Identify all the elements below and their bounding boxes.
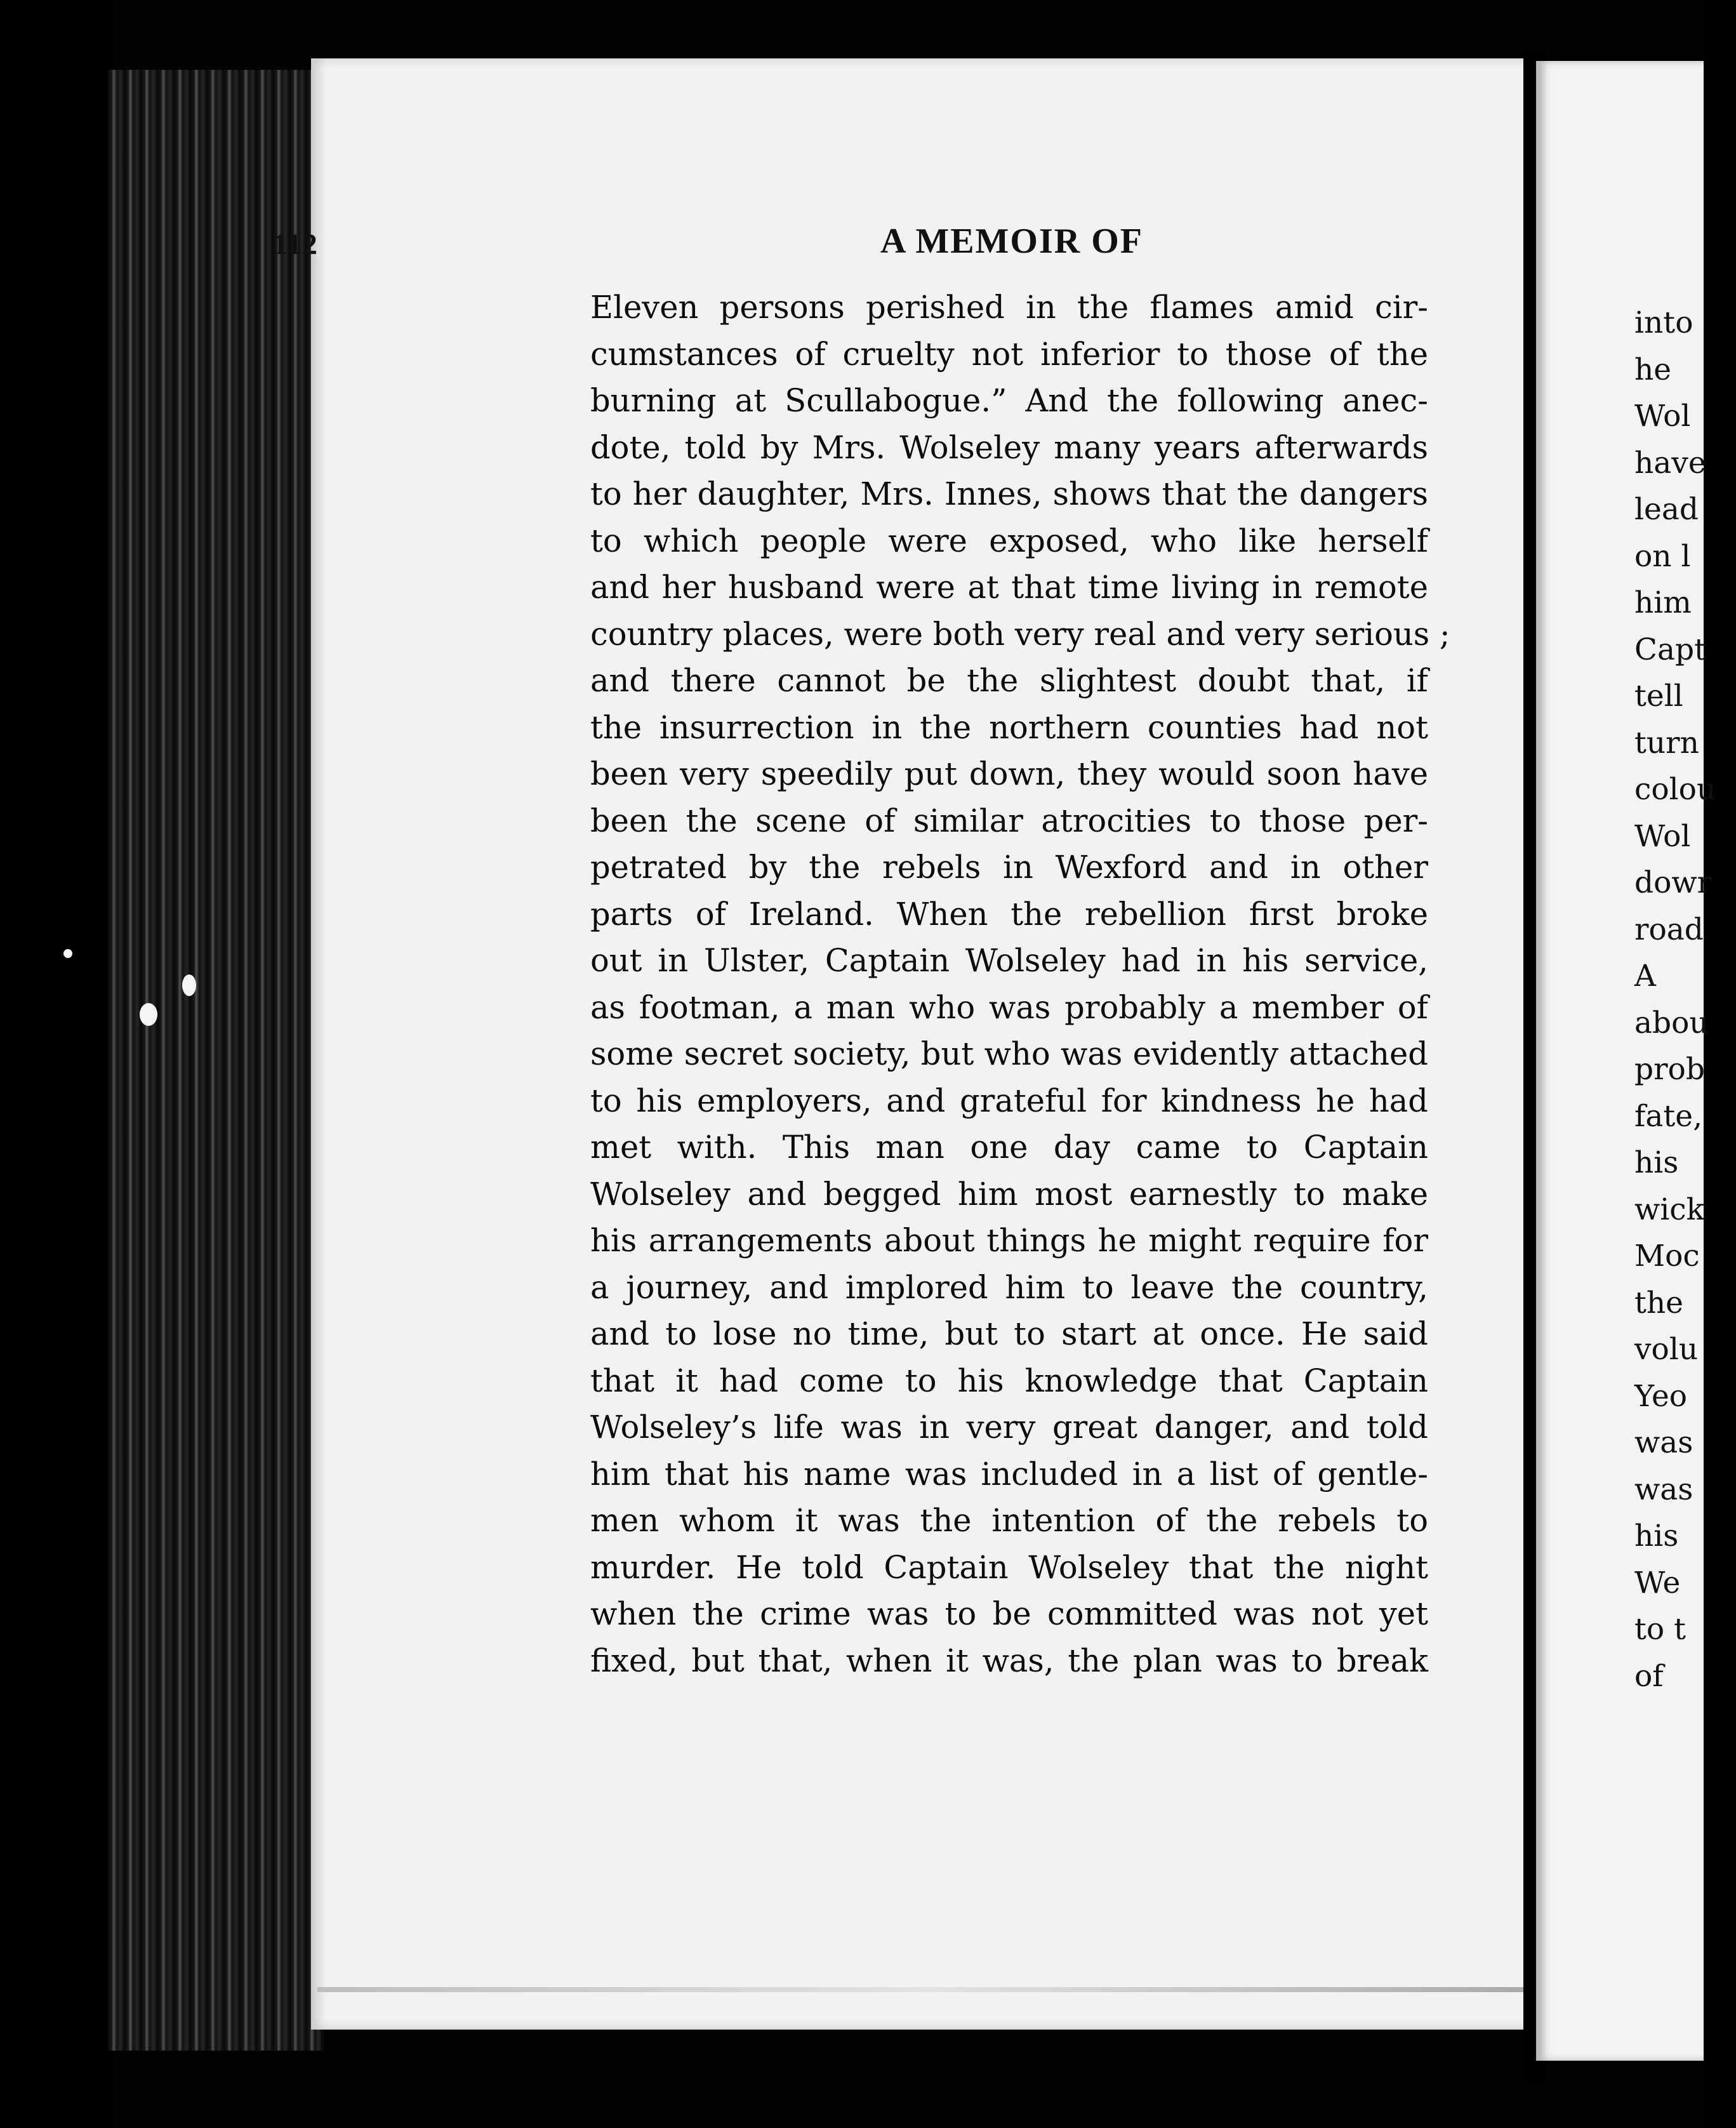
right-text-line: fate,	[1634, 1098, 1703, 1134]
text-line: and there cannot be the slightest doubt that, if	[590, 662, 1428, 699]
right-text-line: A	[1634, 959, 1656, 994]
text-line: when the crime was to be committed was not yet	[590, 1595, 1428, 1632]
text-line: cumstances of cruelty not inferior to those of the	[590, 335, 1428, 373]
main-text-block	[590, 284, 1450, 1684]
right-text-line: Wol	[1634, 818, 1691, 854]
text-line: Eleven persons perished in the flames amid cir-	[590, 289, 1428, 326]
right-text-line: him	[1634, 585, 1692, 620]
running-head: A MEMOIR OF	[880, 222, 1143, 261]
text-line: that it had come to his knowledge that Captain	[590, 1362, 1428, 1399]
dark-scan-edge	[0, 0, 114, 2128]
right-text-line: he	[1634, 352, 1672, 387]
right-text-line: into	[1634, 305, 1693, 340]
scan-speck	[182, 974, 196, 996]
right-text-line: prob	[1634, 1052, 1705, 1087]
text-line: burning at Scullabogue.” And the following anec-	[590, 382, 1428, 419]
right-page-text-fragment	[1634, 300, 1736, 1699]
text-line: some secret society, but who was evidently attached	[590, 1035, 1428, 1072]
right-text-line: have	[1634, 445, 1706, 481]
text-line: fixed, but that, when it was, the plan was to break	[590, 1642, 1428, 1679]
text-line: and to lose no time, but to start at once. He said	[590, 1315, 1428, 1352]
text-line: to his employers, and grateful for kindness he had	[590, 1082, 1428, 1119]
text-line: to which people were exposed, who like herself	[590, 522, 1428, 559]
right-text-line: of	[1634, 1658, 1664, 1694]
scan-speck	[140, 1003, 157, 1026]
text-line: Wolseley’s life was in very great danger, and told	[590, 1409, 1428, 1446]
right-text-line: Yeo	[1634, 1378, 1688, 1414]
text-line: him that his name was included in a list of gentle-	[590, 1455, 1428, 1493]
text-line: parts of Ireland. When the rebellion first broke	[590, 895, 1428, 933]
right-text-line: dowr	[1634, 865, 1712, 900]
text-line: his arrangements about things he might require for	[590, 1222, 1428, 1259]
text-line: met with. This man one day came to Captain	[590, 1129, 1428, 1166]
text-line: to her daughter, Mrs. Innes, shows that the dangers	[590, 475, 1428, 512]
right-text-line: volu	[1634, 1332, 1699, 1367]
text-line: Wolseley and begged him most earnestly to make	[590, 1175, 1428, 1213]
text-line: been very speedily put down, they would soon have	[590, 755, 1428, 792]
right-text-line: his	[1634, 1145, 1679, 1180]
page-number: 112	[273, 228, 318, 261]
right-text-line: lead	[1634, 492, 1699, 527]
right-text-line: his	[1634, 1519, 1679, 1553]
right-text-line: to t	[1634, 1612, 1686, 1647]
text-line: as footman, a man who was probably a member of	[590, 988, 1428, 1026]
right-text-line: was	[1634, 1425, 1693, 1460]
right-text-line: wick	[1634, 1192, 1705, 1227]
text-line: petrated by the rebels in Wexford and in other	[590, 849, 1428, 886]
text-line: out in Ulster, Captain Wolseley had in his service,	[590, 942, 1428, 979]
book-page-edges	[108, 70, 324, 2051]
text-line: a journey, and implored him to leave the country,	[590, 1268, 1428, 1306]
scan-speck	[63, 949, 72, 958]
text-line: country places, were both very real and very serious ;	[590, 615, 1450, 653]
page-bottom-edge	[317, 1987, 1542, 1992]
text-line: the insurrection in the northern counties had not	[590, 708, 1428, 746]
right-text-line: Moc	[1634, 1239, 1700, 1273]
right-text-line: on l	[1634, 538, 1691, 574]
right-text-line: was	[1634, 1472, 1693, 1507]
text-line: dote, told by Mrs. Wolseley many years afterwards	[590, 429, 1428, 466]
right-text-line: abou	[1634, 1005, 1709, 1041]
right-text-line: Capt	[1634, 632, 1706, 667]
text-line: men whom it was the intention of the rebels to	[590, 1502, 1428, 1539]
right-text-line: road	[1634, 912, 1704, 947]
text-line: been the scene of similar atrocities to those per-	[590, 802, 1428, 839]
right-text-line: the	[1634, 1285, 1683, 1320]
text-line: murder. He told Captain Wolseley that the night	[590, 1548, 1428, 1586]
right-text-line: We	[1634, 1565, 1681, 1600]
text-line: and her husband were at that time living in remote	[590, 569, 1428, 606]
right-text-line: turn	[1634, 725, 1699, 761]
right-text-line: colou	[1634, 772, 1716, 807]
right-text-line: Wol	[1634, 399, 1691, 434]
right-text-line: tell	[1634, 679, 1683, 714]
